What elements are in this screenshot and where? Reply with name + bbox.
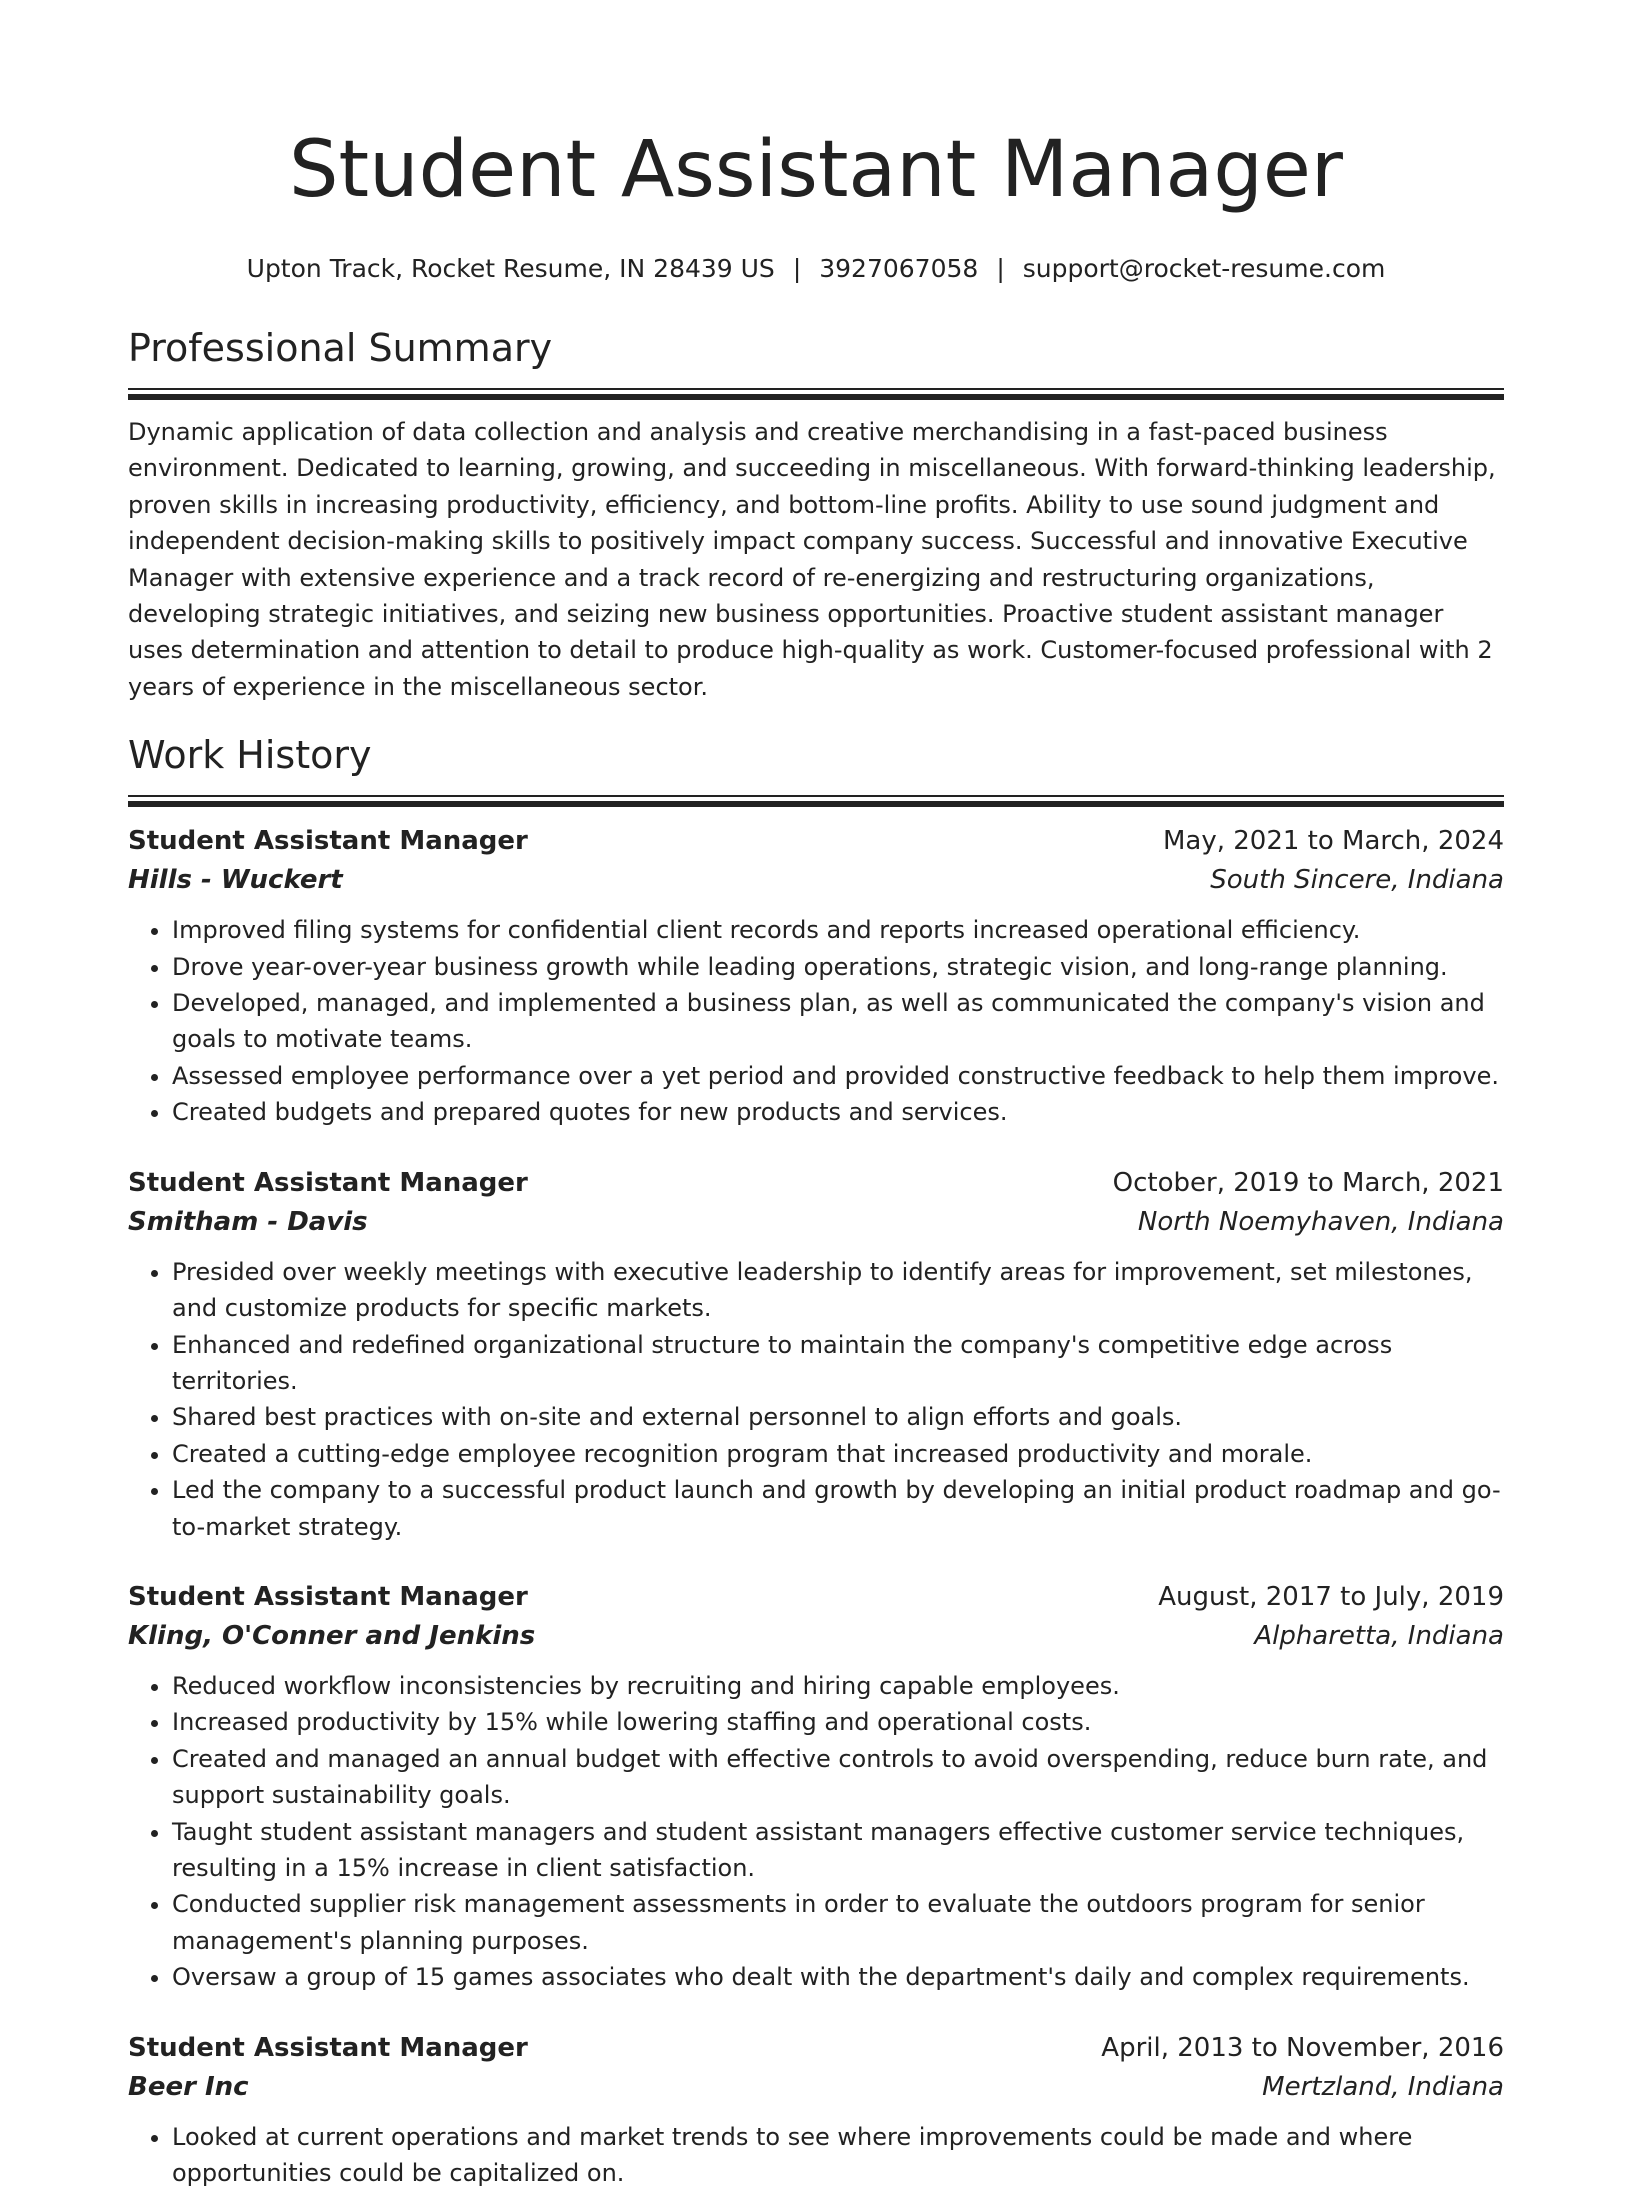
job-bullet: • Conducted supplier risk management assessments in order to evaluate the outdoors program for senior management's planning purposes. bbox=[172, 1886, 1504, 1959]
job-location: South Sincere, Indiana bbox=[1210, 865, 1504, 896]
job-header bbox=[128, 823, 1504, 859]
job-bullet: • Oversaw a group of 15 games associates who dealt with the department's daily and complex requirements. bbox=[172, 1959, 1504, 1995]
company-name: Smitham - Davis bbox=[128, 1206, 368, 1237]
contact-separator: | bbox=[792, 254, 802, 283]
job-bullet: • Taught student assistant managers and student assistant managers effective customer service techniques, resulting in a 15% increase in client satisfaction. bbox=[172, 1814, 1504, 1887]
company-name: Kling, O'Conner and Jenkins bbox=[128, 1620, 536, 1651]
phone: 3927067058 bbox=[819, 254, 979, 283]
section-divider bbox=[128, 388, 1504, 402]
section-divider bbox=[128, 795, 1504, 809]
job-bullet: • Shared best practices with on-site and external personnel to align efforts and goals. bbox=[172, 1399, 1504, 1435]
job-dates: May, 2021 to March, 2024 bbox=[1162, 826, 1504, 857]
job-subheader bbox=[128, 2069, 1504, 2105]
job-location: Alpharetta, Indiana bbox=[1254, 1620, 1504, 1651]
job-subheader bbox=[128, 1204, 1504, 1240]
job-header bbox=[128, 2030, 1504, 2066]
job-bullets bbox=[128, 1668, 1504, 1996]
job-dates: October, 2019 to March, 2021 bbox=[1112, 1167, 1504, 1198]
job-bullet: • Reduced workflow inconsistencies by recruiting and hiring capable employees. bbox=[172, 1668, 1504, 1704]
address: Upton Track, Rocket Resume, IN 28439 US bbox=[246, 254, 775, 283]
job-title: Student Assistant Manager bbox=[128, 826, 528, 857]
resume-page bbox=[128, 0, 1504, 2191]
company-name: Beer Inc bbox=[128, 2071, 249, 2102]
job-bullet: • Improved filing systems for confidential client records and reports increased operational efficiency. bbox=[172, 912, 1504, 948]
job-dates: April, 2013 to November, 2016 bbox=[1101, 2032, 1504, 2063]
job-title: Student Assistant Manager bbox=[128, 2032, 528, 2063]
job-subheader bbox=[128, 1618, 1504, 1654]
job-location: Mertzland, Indiana bbox=[1262, 2071, 1504, 2102]
company-name: Hills - Wuckert bbox=[128, 865, 343, 896]
job-bullet: • Led the company to a successful product launch and growth by developing an initial product roadmap and go-to-market strategy. bbox=[172, 1472, 1504, 1545]
job-bullet: • Presided over weekly meetings with executive leadership to identify areas for improvement, set milestones, and customize products for specific markets. bbox=[172, 1254, 1504, 1327]
job-bullet: • Created a cutting-edge employee recognition program that increased productivity and morale. bbox=[172, 1436, 1504, 1472]
job-bullet: • Looked at current operations and market trends to see where improvements could be made and where opportunities could be capitalized on. bbox=[172, 2119, 1504, 2191]
job-subheader bbox=[128, 862, 1504, 898]
job-location: North Noemyhaven, Indiana bbox=[1137, 1206, 1504, 1237]
email: support@rocket-resume.com bbox=[1022, 254, 1386, 283]
job-bullets bbox=[128, 1254, 1504, 1545]
contact-separator: | bbox=[996, 254, 1005, 283]
job-bullet: • Created budgets and prepared quotes for new products and services. bbox=[172, 1094, 1504, 1130]
resume-name: Student Assistant Manager bbox=[289, 125, 1343, 215]
job-header bbox=[128, 1165, 1504, 1201]
summary-text: Dynamic application of data collection and analysis and creative merchandising in a fast-paced business environment. Dedicated to learning, growing, and succeeding in miscellaneous. With forward-thinking leadership, proven skills in increasing productivity, efficiency, and bottom-line profits. Ability to use sound judgment and independent decision-making skills to positively impact company success. Successful and innovative Executive Manager with extensive experience and a track record of re-energizing and restructuring organizations, developing strategic initiatives, and seizing new business opportunities. Proactive student assistant manager uses determination and attention to detail to produce high-quality as work. Customer-focused professional with 2 years of experience in the miscellaneous sector. bbox=[128, 418, 1496, 701]
job-bullets bbox=[128, 2119, 1504, 2191]
job-entry bbox=[128, 1165, 1504, 1545]
job-bullet: • Assessed employee performance over a yet period and provided constructive feedback to help them improve. bbox=[172, 1058, 1504, 1094]
job-title: Student Assistant Manager bbox=[128, 1167, 528, 1198]
job-dates: August, 2017 to July, 2019 bbox=[1158, 1581, 1504, 1612]
summary-heading: Professional Summary bbox=[128, 326, 553, 370]
job-title: Student Assistant Manager bbox=[128, 1581, 528, 1612]
job-bullets bbox=[128, 912, 1504, 1130]
job-bullet: • Increased productivity by 15% while lowering staffing and operational costs. bbox=[172, 1704, 1504, 1740]
job-entry bbox=[128, 823, 1504, 1130]
work-history-heading: Work History bbox=[128, 733, 372, 778]
job-header bbox=[128, 1579, 1504, 1615]
job-bullet: • Drove year-over-year business growth while leading operations, strategic vision, and long-range planning. bbox=[172, 949, 1504, 985]
contact-line bbox=[128, 252, 1504, 286]
job-bullet: • Developed, managed, and implemented a business plan, as well as communicated the company's vision and goals to motivate teams. bbox=[172, 985, 1504, 1058]
job-entry bbox=[128, 2030, 1504, 2191]
job-bullet: • Created and managed an annual budget with effective controls to avoid overspending, reduce burn rate, and support sustainability goals. bbox=[172, 1741, 1504, 1814]
job-entry bbox=[128, 1579, 1504, 1996]
job-bullet: • Enhanced and redefined organizational structure to maintain the company's competitive edge across territories. bbox=[172, 1327, 1504, 1400]
